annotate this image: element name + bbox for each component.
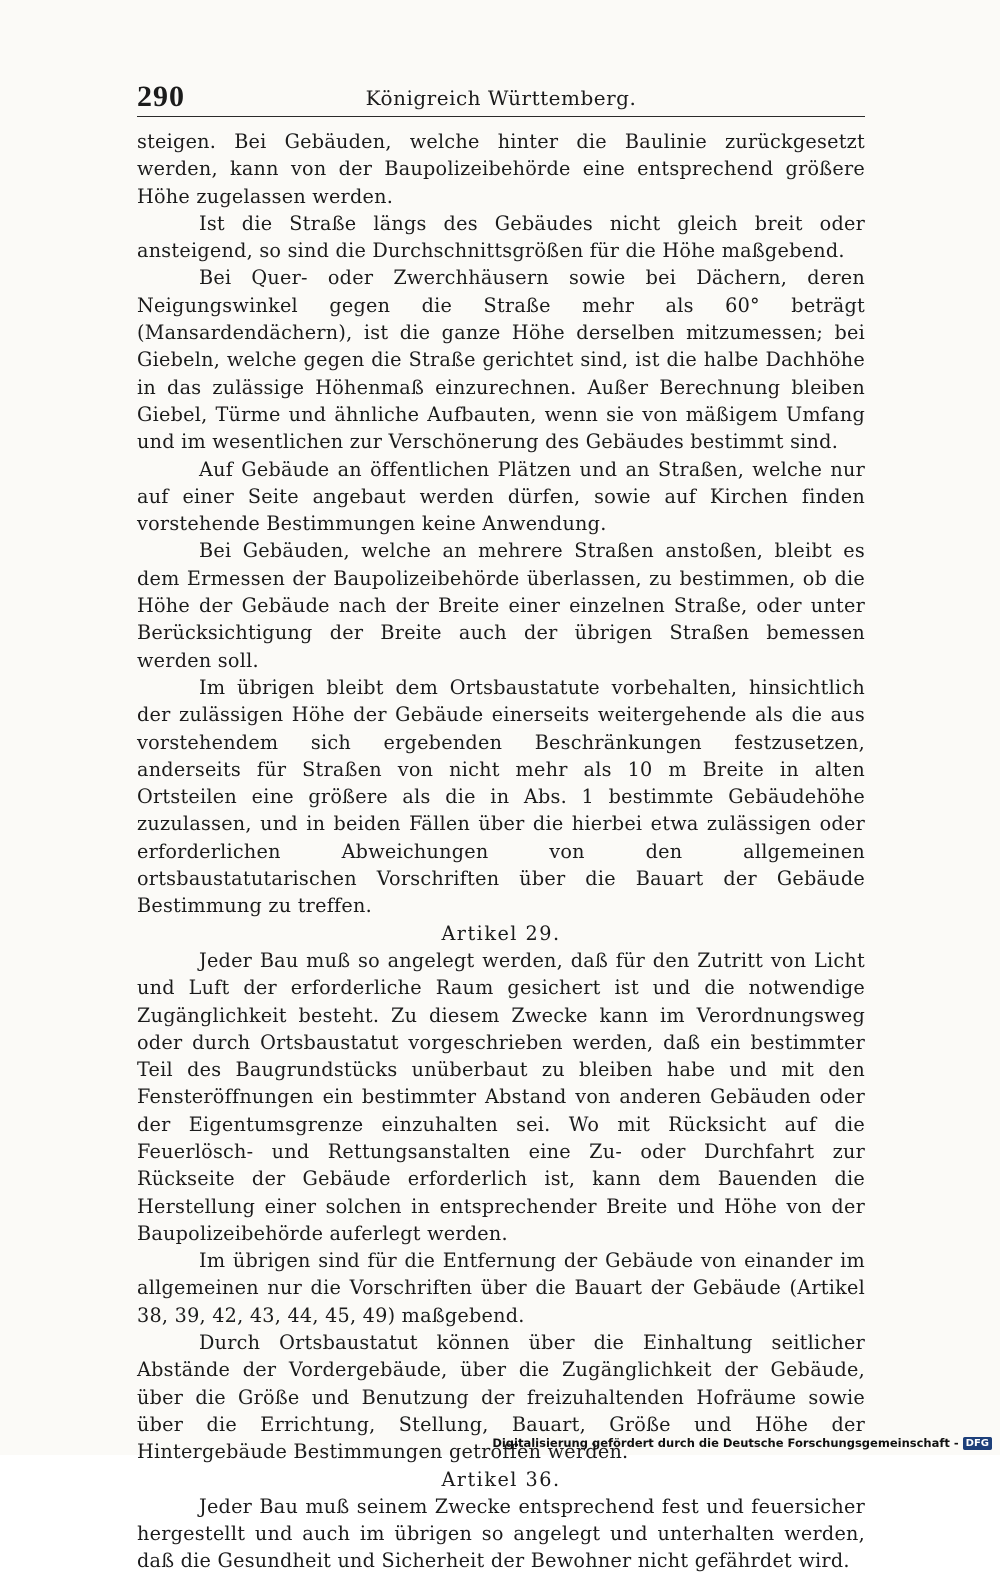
funding-note: Digitalisierung gefördert durch die Deutsche Forschungsgemeinschaft - (492, 1436, 959, 1450)
paragraph: Ist die Straße längs des Gebäudes nicht gleich breit oder ansteigend, so sind die Durchschnittsgrößen für die Höhe maßgebend. (137, 211, 865, 263)
paragraph: steigen. Bei Gebäuden, welche hinter die Baulinie zurückgesetzt werden, kann von der Baupolizeibehörde eine entsprechend größere Höhe zugelassen werden. (137, 130, 865, 208)
page-number: 290 (137, 80, 185, 113)
paragraph: Bei Quer- oder Zwerchhäusern sowie bei Dächern, deren Neigungswinkel gegen die Straße mehr als 60° beträgt (Mansardendächern), ist die ganze Höhe derselben mitzumessen; bei Giebeln, welche gegen die Straße gerichtet sind, ist die halbe Dachhöhe in das zulässige Höhenmaß einzurechnen. Außer Berechnung bleiben Giebel, Türme und ähnliche Aufbauten, wenn sie von mäßigem Umfang und im wesentlichen zur Verschönerung des Gebäudes bestimmt sind. (137, 266, 865, 454)
page-header (137, 76, 865, 117)
paragraph: Jeder Bau muß so angelegt werden, daß für den Zutritt von Licht und Luft der erforderliche Raum gesichert ist und die notwendige Zugänglichkeit besteht. Zu diesem Zwecke kann im Verordnungsweg oder durch Ortsbaustatut vorgeschrieben werden, daß ein bestimmter Teil des Baugrundstücks unüberbaut zu bleiben habe und mit den Fensteröffnungen ein bestimmter Abstand von anderen Gebäuden oder der Eigentumsgrenze einzuhalten sei. Wo mit Rücksicht auf die Feuerlösch- und Rettungsanstalten eine Zu- oder Durchfahrt zur Rückseite der Gebäude erforderlich ist, kann dem Bauenden die Herstellung einer solchen in entsprechender Breite und Höhe von der Baupolizeibehörde auferlegt werden. (137, 948, 865, 1245)
dfg-logo: DFG (963, 1437, 992, 1450)
paragraph: Auf Gebäude an öffentlichen Plätzen und an Straßen, welche nur auf einer Seite angebaut werden dürfen, sowie auf Kirchen finden vorstehende Bestimmungen keine Anwendung. (137, 457, 865, 536)
funding-footer (492, 1435, 992, 1451)
running-head: Königreich Württemberg. (365, 86, 637, 110)
paragraph: Bei Gebäuden, welche an mehrere Straßen anstoßen, bleibt es dem Ermessen der Baupolizeibehörde überlassen, zu bestimmen, ob die Höhe der Gebäude nach der Breite einer einzelnen Straße, oder unter Berücksichtigung der Breite auch der übrigen Straßen bemessen werden soll. (137, 539, 865, 672)
article-heading: Artikel 29. (441, 921, 561, 945)
paragraph: Jeder Bau muß seinem Zwecke entsprechend fest und feuersicher hergestellt und auch im übrigen so angelegt und unterhalten werden, daß die Gesundheit und Sicherheit der Bewohner nicht gefährdet wird. (137, 1494, 865, 1573)
article-heading: Artikel 36. (441, 1467, 561, 1491)
paragraph: Durch Ortsbaustatut können über die Einhaltung seitlicher Abstände der Vordergebäude, über die Zugänglichkeit der Gebäude, über die Größe und Benutzung der freizuhaltenden Hofräume sowie über die Errichtung, Stellung, Bauart, Größe und Höhe der Hintergebäude Bestimmungen getroffen werden. (137, 1331, 865, 1464)
page-body (137, 128, 865, 1575)
paragraph: Im übrigen bleibt dem Ortsbaustatute vorbehalten, hinsichtlich der zulässigen Höhe der Gebäude einerseits weitergehende als die aus vorstehendem sich ergebenden Beschränkungen festzusetzen, anderseits für Straßen von nicht mehr als 10 m Breite in alten Ortsteilen eine größere als die in Abs. 1 bestimmte Gebäudehöhe zuzulassen, und in beiden Fällen über die hierbei etwa zulässigen oder erforderlichen Abweichungen von den allgemeinen ortsbaustatutarischen Vorschriften über die Bauart der Gebäude Bestimmung zu treffen. (137, 675, 865, 918)
paragraph: Im übrigen sind für die Entfernung der Gebäude von einander im allgemeinen nur die Vorschriften über die Bauart der Gebäude (Artikel 38, 39, 42, 43, 44, 45, 49) maßgebend. (137, 1249, 865, 1327)
